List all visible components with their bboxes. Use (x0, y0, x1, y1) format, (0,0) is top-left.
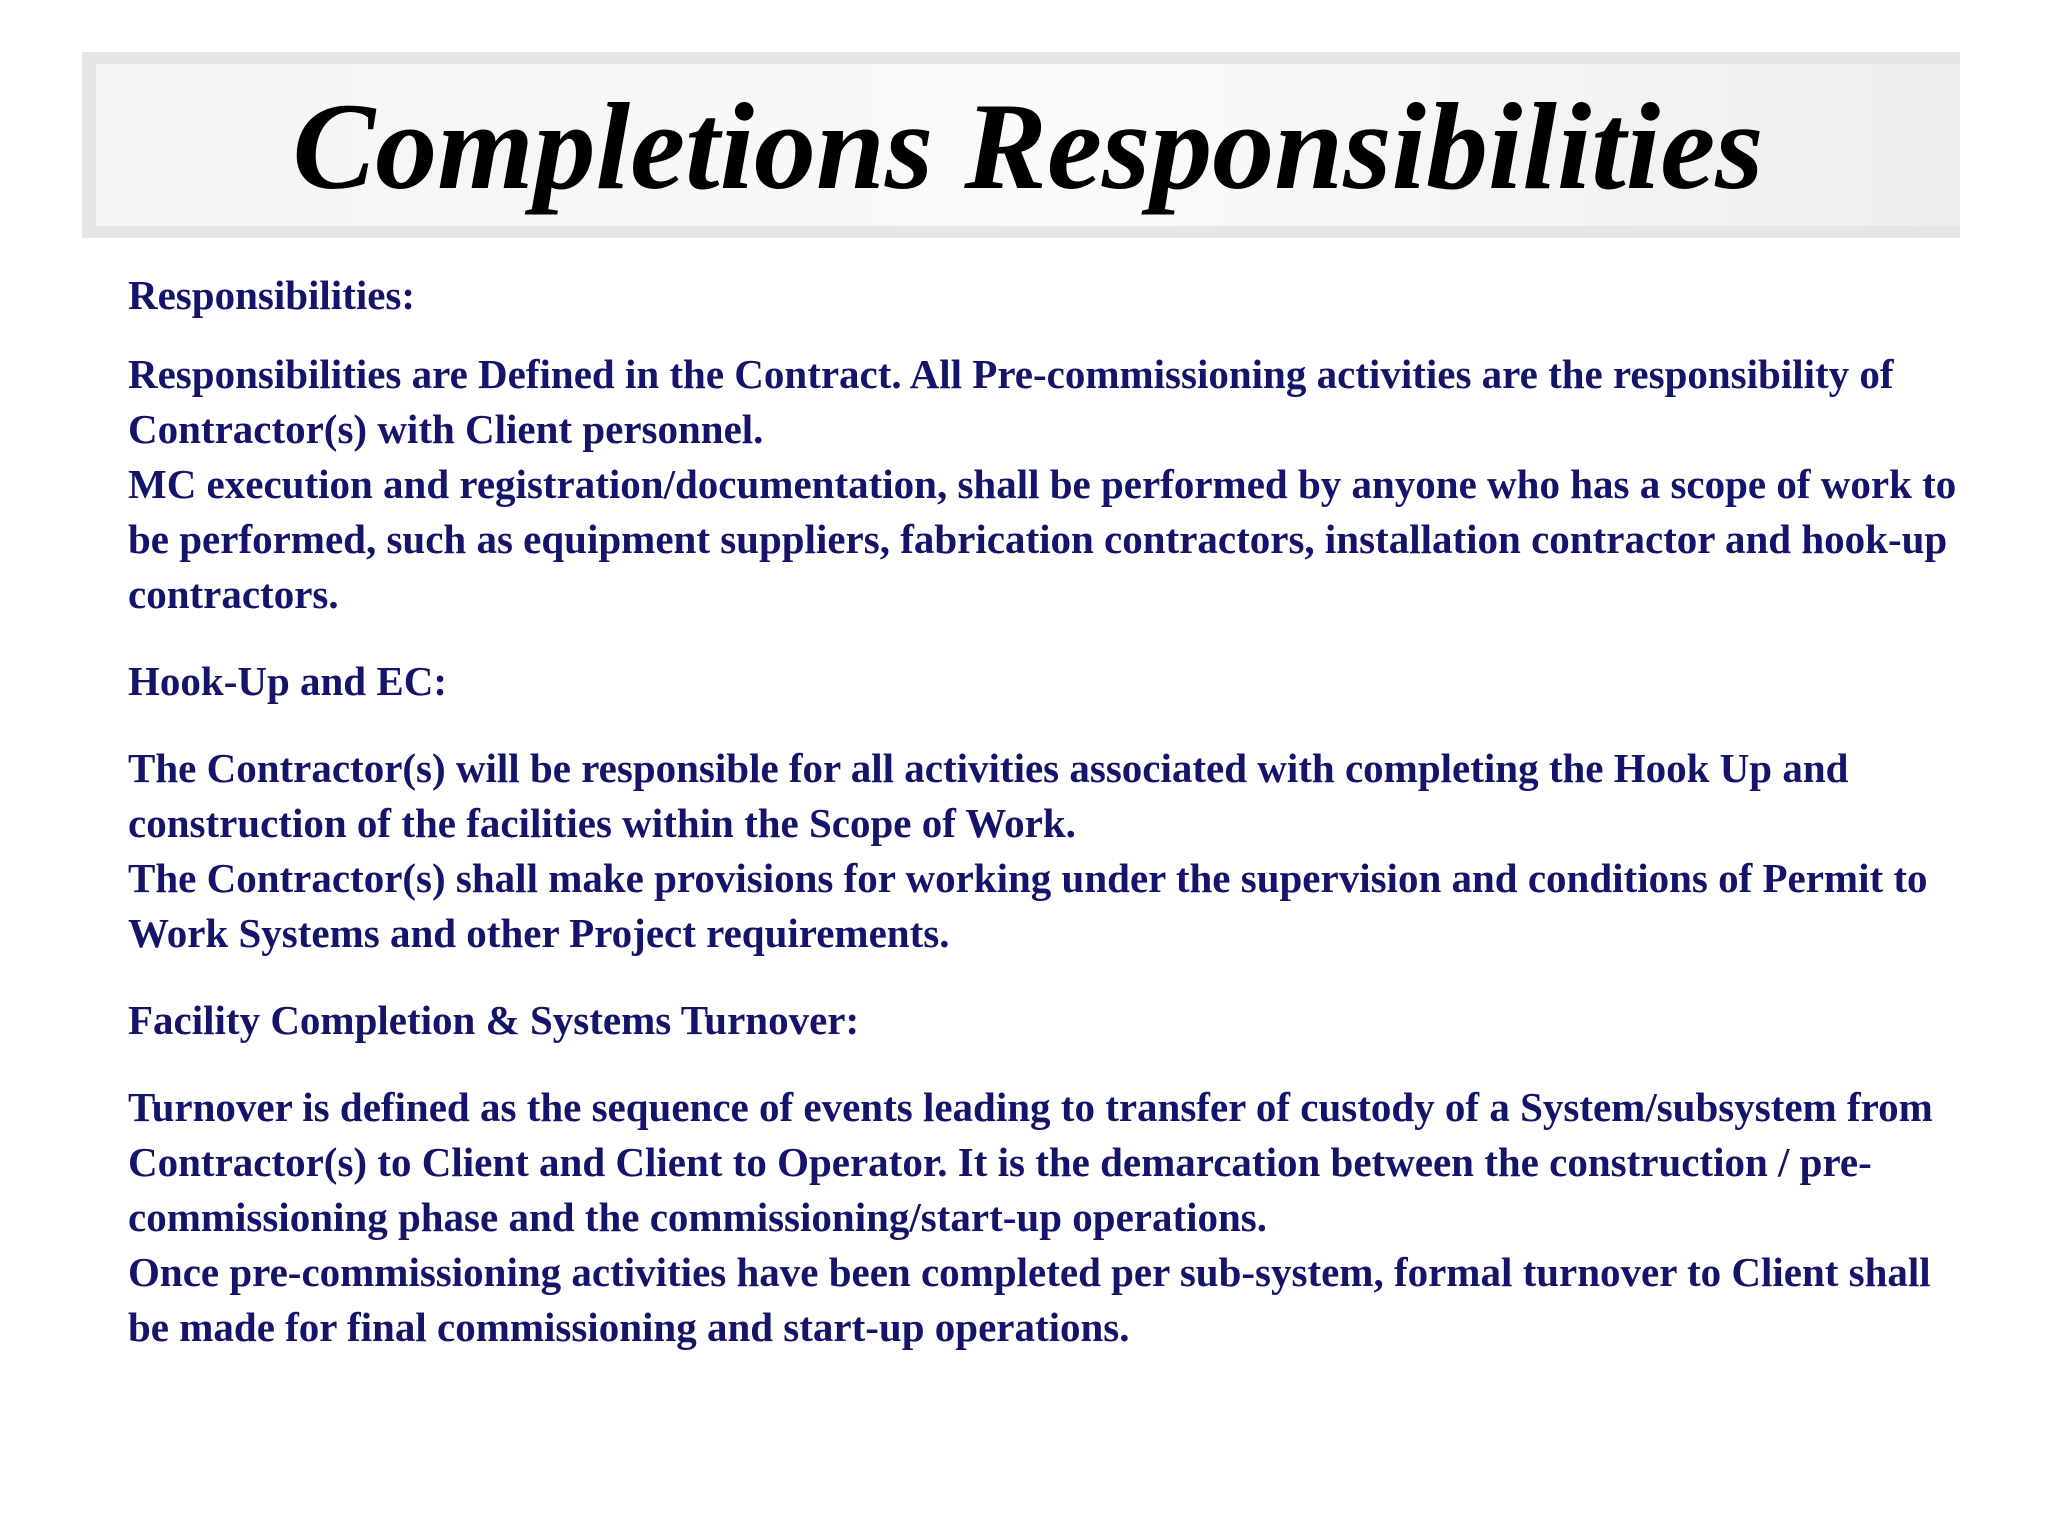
paragraph: The Contractor(s) will be responsible for all activities associated with completing the Hook Up and construction of the facilities within the Scope of Work. (128, 745, 1849, 846)
paragraph: Responsibilities are Defined in the Contract. All Pre-commissioning activities are the responsibility of Contractor(s) with Client personnel. (128, 351, 1894, 452)
paragraph: MC execution and registration/documentation, shall be performed by anyone who has a scope of work to be performed, such as equipment suppliers, fabrication contractors, installation contractor and hook-up contractors. (128, 461, 1957, 617)
slide-content (128, 268, 1968, 1355)
section-body-hook-up (128, 741, 1968, 961)
section-heading-responsibilities: Responsibilities: (128, 272, 416, 318)
paragraph: Turnover is defined as the sequence of events leading to transfer of custody of a System/subsystem from Contractor(s) to Client and Client to Operator. It is the demarcation between the construction / pre-commissioning phase and the commissioning/start-up operations. (128, 1084, 1933, 1240)
paragraph: Once pre-commissioning activities have been completed per sub-system, formal turnover to Client shall be made for final commissioning and start-up operations. (128, 1249, 1931, 1350)
section-heading-hook-up: Hook-Up and EC: (128, 658, 447, 704)
section-heading-turnover: Facility Completion & Systems Turnover: (128, 997, 860, 1043)
title-panel (96, 64, 1960, 226)
section-body-responsibilities (128, 347, 1968, 622)
section-body-turnover (128, 1080, 1968, 1355)
paragraph: The Contractor(s) shall make provisions for working under the supervision and conditions of Permit to Work Systems and other Project requirements. (128, 855, 1928, 956)
title-band (82, 52, 1960, 238)
slide-title: Completions Responsibilities (292, 78, 1764, 215)
